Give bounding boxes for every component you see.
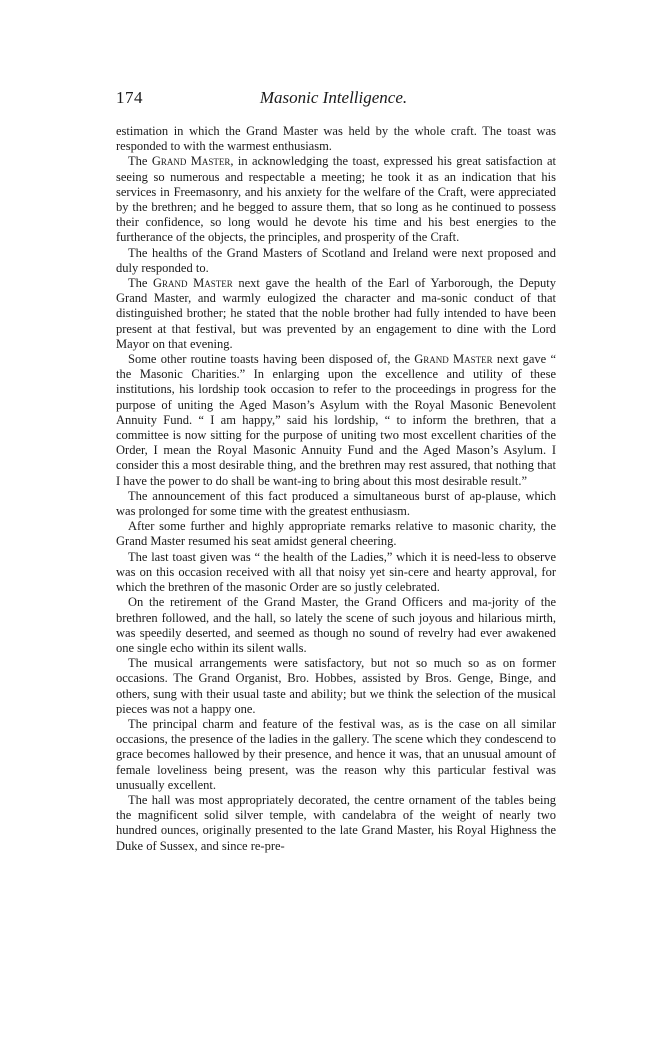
text-run: The hall was most appropriately decorated, the centre ornament of the tables being the magnificent solid silver temple, with candelabra of the weight of nearly two hundred ounces, originally presented to the late Grand Master, his Royal Highness the Duke of Sussex, and since re-pre- — [116, 792, 556, 853]
text-run: Some other routine toasts having been disposed of, the — [128, 352, 415, 367]
paragraph — [116, 550, 556, 596]
running-title: Masonic Intelligence. — [259, 88, 408, 107]
paragraph — [116, 246, 556, 276]
text-run: The musical arrangements were satisfactory, but not so much so as on former occasions. The Grand Organist, Bro. Hobbes, assisted by Bros. Genge, Binge, and others, sung with their usual taste and ability; but we think the selection of the musical pieces was not a happy one. — [116, 656, 556, 716]
paragraph — [116, 352, 556, 489]
paragraph — [116, 276, 556, 352]
paragraph — [116, 489, 556, 519]
paragraph — [116, 717, 556, 793]
text-run: The — [128, 276, 154, 291]
paragraph — [116, 595, 556, 656]
paragraph — [116, 124, 556, 154]
small-caps-name: Grand Master — [151, 154, 231, 169]
text-run: next gave “ the Masonic Charities.” In enlarging upon the excellence and utility of these institutions, his lordship took occasion to refer to the proceedings in progress for the purpose of uniting the Aged Mason’s Asylum with the Royal Masonic Benevolent Annuity Fund. “ I am happy,” said his lordship, “ to inform the brethren, that a committee is now sitting for the purpose of uniting two most excellent charities of the Order, I mean the Royal Masonic Annuity Fund and the Aged Mason’s Asylum. I consider this a most desirable thing, and the brethren may rest assured, that nothing that I have the power to do shall be want-ing to bring about this most desirable result.” — [116, 352, 556, 488]
text-run: The last toast given was “ the health of the Ladies,” which it is need-less to observe was on this occasion received with all that noisy yet sin-cere and hearty approval, for which the brethren of the masonic Order are so justly celebrated. — [116, 549, 556, 595]
text-run: The announcement of this fact produced a simultaneous burst of ap-plause, which was prolonged for some time with the greatest enthusiasm. — [116, 488, 556, 519]
paragraph — [116, 793, 556, 854]
running-head — [110, 88, 557, 114]
text-run: The principal charm and feature of the festival was, as is the case on all similar occasions, the presence of the ladies in the gallery. The scene which they condescend to grace becomes hallowed by their presence, and hence it was, that an unusual amount of female loveliness being present, was the reason why this particular festival was unusually excellent. — [116, 716, 556, 792]
paragraph — [116, 656, 556, 717]
page-number: 174 — [116, 88, 143, 107]
small-caps-name: Grand Master — [414, 352, 493, 367]
small-caps-name: Grand Master — [153, 276, 233, 291]
text-run: On the retirement of the Grand Master, the Grand Officers and ma-jority of the brethren followed, and the hall, so lately the scene of such joyous and hilarious mirth, was speedily deserted, and seemed as though no sound of revelry had ever awakened one single echo within its silent walls. — [116, 595, 556, 655]
text-run: next gave the health of the Earl of Yarborough, the Deputy Grand Master, and warmly eulogized the character and ma-sonic conduct of that distinguished brother; he stated that the noble brother had fully intended to have been present at that festival, but was prevented by an engagement to dine with the Lord Mayor on that evening. — [116, 276, 556, 351]
text-run: , in acknowledging the toast, expressed his great satisfaction at seeing so numerous and respectable a meeting; he took it as an indication that his services in Freemasonry, and his anxiety for the welfare of the Craft, were appreciated by the brethren; and he begged to assure them, that so long as he continued to possess their confidence, so long would he devote his time and his best energies to the furtherance of the objects, the principles, and prosperity of the Craft. — [116, 154, 556, 245]
text-run: estimation in which the Grand Master was held by the whole craft. The toast was responded to with the warmest enthusiasm. — [116, 124, 556, 154]
text-run: After some further and highly appropriate remarks relative to masonic charity, the Grand Master resumed his seat amidst general cheering. — [116, 519, 556, 549]
text-run: The healths of the Grand Masters of Scotland and Ireland were next proposed and duly responded to. — [116, 245, 556, 275]
paragraph — [116, 519, 556, 549]
body-text — [116, 124, 556, 854]
paragraph — [116, 154, 556, 245]
text-run: The — [128, 154, 152, 169]
